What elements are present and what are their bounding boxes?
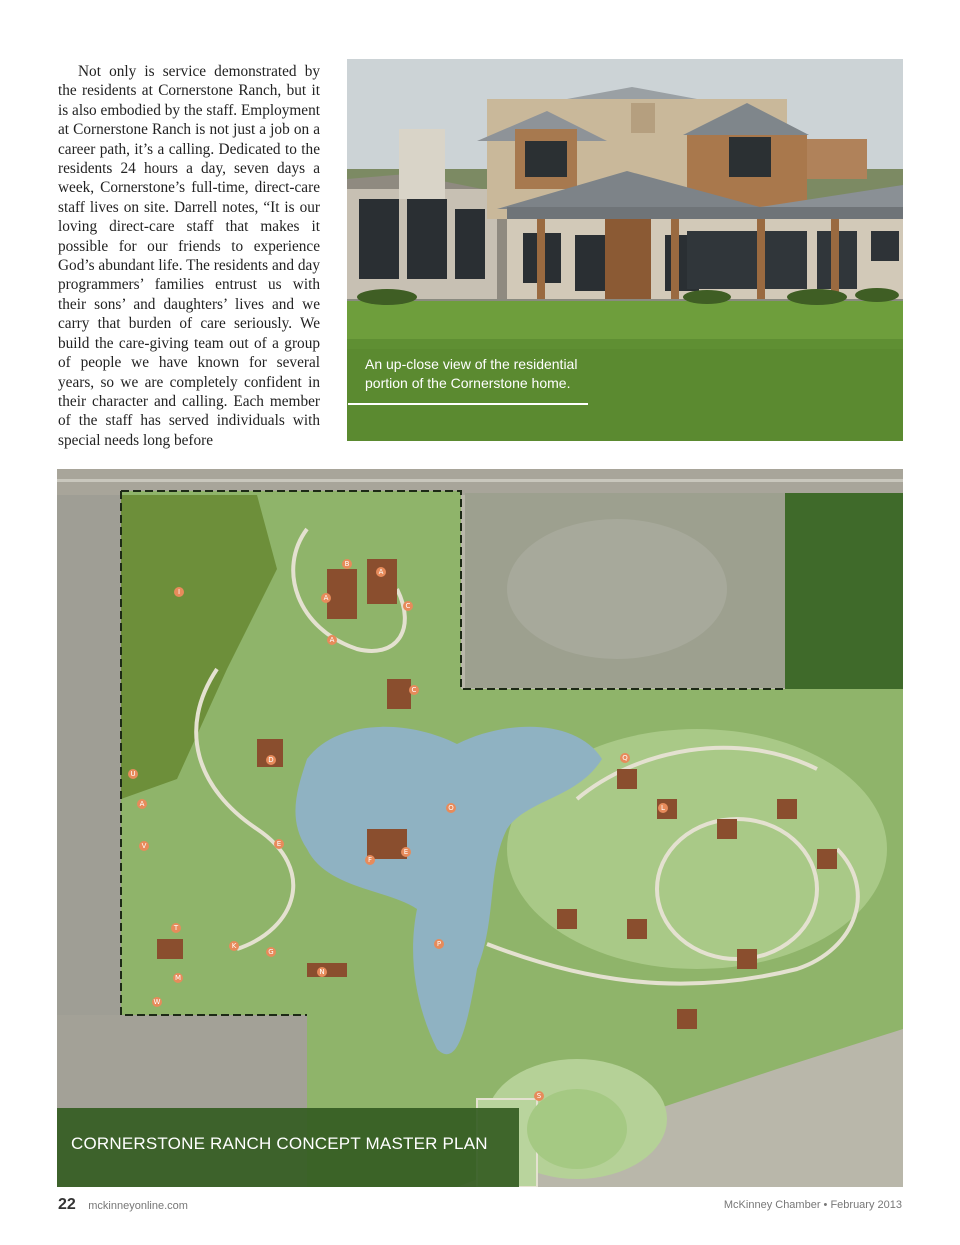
- plan-marker: G: [266, 947, 276, 957]
- plan-marker: O: [446, 803, 456, 813]
- caption-underline: [348, 403, 588, 405]
- plan-marker: W: [153, 998, 161, 1006]
- plan-marker: A: [327, 635, 337, 645]
- page-footer-left: [58, 1196, 188, 1214]
- article-text: Not only is service demonstrated by the residents at Cornerstone Ranch, but it is also embodied by the staff. Employment at Cornerstone Ranch is not just a job on a career path, it’s a calling. Dedicated to the residents 24 hours a day, seven days a week, Cornerstone’s full-time, direct-care staff lives on site. Darrell notes, “It is our loving direct-care staff that makes it possible for our friends to experience God’s abundant life. The residents and day programmers’ families entrust us with their sons’ and daughters’ lives and we carry that burden of care seriously. We build the care-giving team out of a group of people we have known for several years, so we are completely confident in their character and calling. Each member of the staff has served individuals with special needs long before: [58, 63, 320, 449]
- plan-marker: A: [321, 593, 331, 603]
- plan-marker: K: [229, 941, 239, 951]
- article-column: [58, 62, 320, 450]
- photo-caption: An up-close view of the residential portion of the Cornerstone home.: [365, 356, 578, 391]
- master-plan-map: [57, 469, 903, 1187]
- plan-marker: T: [171, 923, 181, 933]
- plan-marker: S: [534, 1091, 544, 1101]
- plan-marker: P: [434, 939, 444, 949]
- plan-marker: U: [128, 769, 138, 779]
- plan-marker: Q: [620, 753, 630, 763]
- website-link[interactable]: mckinneyonline.com: [88, 1200, 188, 1212]
- plan-marker: A: [137, 799, 147, 809]
- plan-marker: B: [342, 559, 352, 569]
- plan-marker: C: [403, 601, 413, 611]
- plan-marker: F: [365, 855, 375, 865]
- plan-marker: L: [658, 803, 668, 813]
- plan-marker: I: [174, 587, 184, 597]
- plan-marker: M: [174, 974, 182, 982]
- page-number: 22: [58, 1196, 76, 1213]
- plan-marker: N: [317, 967, 327, 977]
- plan-marker: C: [409, 685, 419, 695]
- publication-info: McKinney Chamber • February 2013: [723, 1199, 902, 1211]
- plan-marker: V: [139, 841, 149, 851]
- plan-marker: D: [266, 755, 276, 765]
- plan-marker: E: [274, 839, 284, 849]
- plan-title: CORNERSTONE RANCH CONCEPT MASTER PLAN: [71, 1134, 488, 1153]
- plan-marker: A: [376, 567, 386, 577]
- plan-marker: E: [401, 847, 411, 857]
